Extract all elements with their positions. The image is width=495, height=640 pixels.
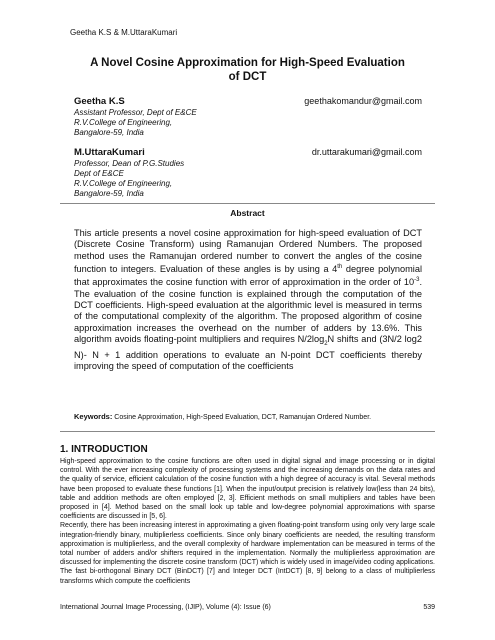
- footer-journal: International Journal Image Processing, (IJIP), Volume (4): Issue (6): [60, 604, 271, 611]
- keywords-text: Cosine Approximation, High-Speed Evaluation, DCT, Ramanujan Ordered Number.: [112, 414, 372, 421]
- abstract-part: This article presents a novel cosine approximation for high-speed evaluation of DCT (Discrete Cosine Transform) using Ramanujan Ordered Numbers. The proposed method uses the Ramanujan ordered number to convert the angles of the cosine function to integers. Evaluation of these angles is by using a 4: [74, 228, 422, 274]
- section-heading: 1. INTRODUCTION: [60, 444, 148, 455]
- author-name: Geetha K.S: [74, 96, 125, 107]
- author-email[interactable]: dr.uttarakumari@gmail.com: [311, 147, 422, 157]
- abstract-part: . The evaluation of the cosine function is explained through the computation of the DCT coefficients. High-speed evaluation at the algorithmic level is measured in terms of the computational complexity of the algorithm. The proposed algorithm of cosine approximation increases the overhead on the number of adders by 13.6%. This algorithm avoids floating-point multipliers and requires N/2log: [74, 277, 422, 344]
- superscript: th: [337, 263, 343, 270]
- abstract-text: [74, 228, 422, 373]
- keywords-label: Keywords:: [74, 412, 113, 421]
- abstract-part: N shifts and (3N/2 log2 N)- N + 1 addition operations to evaluate an N-point DCT coefficients thereby improving the speed of computation of the coefficients: [74, 333, 422, 372]
- divider-top: [60, 203, 435, 204]
- introduction-text: [60, 457, 435, 586]
- author-affiliation-line: Bangalore-59, India: [74, 128, 144, 137]
- author-affiliation-line: Professor, Dean of P.G.Studies: [74, 159, 185, 168]
- intro-paragraph: High-speed approximation to the cosine functions are often used in digital signal and image processing or in digital control. With the ever increasing complexity of processing systems and the increasing demands on the data rates and the quality of service, efficient calculation of the cosine function with a high degree of accuracy is vital. Several methods have been proposed to evaluate these functions [1]. When the input/output precision is relatively low(less than 24 bits), table and addition methods are often employed [2, 3]. Efficient methods on small multipliers and tables have been proposed in [4]. Method based on the small look up table and low-degree polynomial approximations with sparse coefficients are discussed in [5, 6].: [60, 458, 435, 521]
- page-footer: [60, 604, 435, 611]
- page-number: 539: [423, 604, 435, 611]
- author-affiliation-line: Bangalore-59, India: [74, 189, 144, 198]
- title-line-1: A Novel Cosine Approximation for High-Speed Evaluation: [90, 57, 405, 69]
- author-1: [74, 96, 422, 138]
- author-affiliation-line: R.V.College of Engineering,: [74, 118, 173, 127]
- abstract-part: degree polynomial that approximates the cosine function with error of approximation in the order of 10: [74, 263, 422, 288]
- author-affiliation-line: Assistant Professor, Dept of E&CE: [74, 108, 197, 117]
- intro-paragraph: Recently, there has been increasing interest in approximating a given floating-point transform using only very large scale integration-friendly binary, multiplierless coefficients. Since only binary coefficients are needed, the resulting transform approximation is multiplierless, and the overall complexity of hardware implementation can be measured in terms of the total number of adders and/or shifters required in the implementation. Normally the multiplierless approximation are discussed for implementing the discrete cosine transform (DCT) which is widely used in image/video coding applications. The fast bi-orthogonal Binary DCT (BinDCT) [7] and Integer DCT (IntDCT) [8, 9] belong to a class of multiplierless transforms which compute the coefficients: [60, 522, 435, 585]
- author-email[interactable]: geethakomandur@gmail.com: [304, 96, 422, 106]
- divider-bottom: [60, 431, 435, 432]
- author-affiliation-line: R.V.College of Engineering,: [74, 179, 173, 188]
- paper-title: [60, 56, 435, 84]
- abstract-heading: Abstract: [230, 208, 265, 218]
- author-affiliation-line: Dept of E&CE: [74, 169, 124, 178]
- running-head: Geetha K.S & M.UttaraKumari: [70, 28, 178, 37]
- title-line-2: of DCT: [228, 71, 267, 83]
- author-name: M.UttaraKumari: [74, 147, 145, 158]
- superscript: -3: [414, 277, 420, 284]
- author-2: [74, 147, 422, 199]
- keywords: [74, 412, 422, 421]
- subscript: 2: [324, 340, 328, 347]
